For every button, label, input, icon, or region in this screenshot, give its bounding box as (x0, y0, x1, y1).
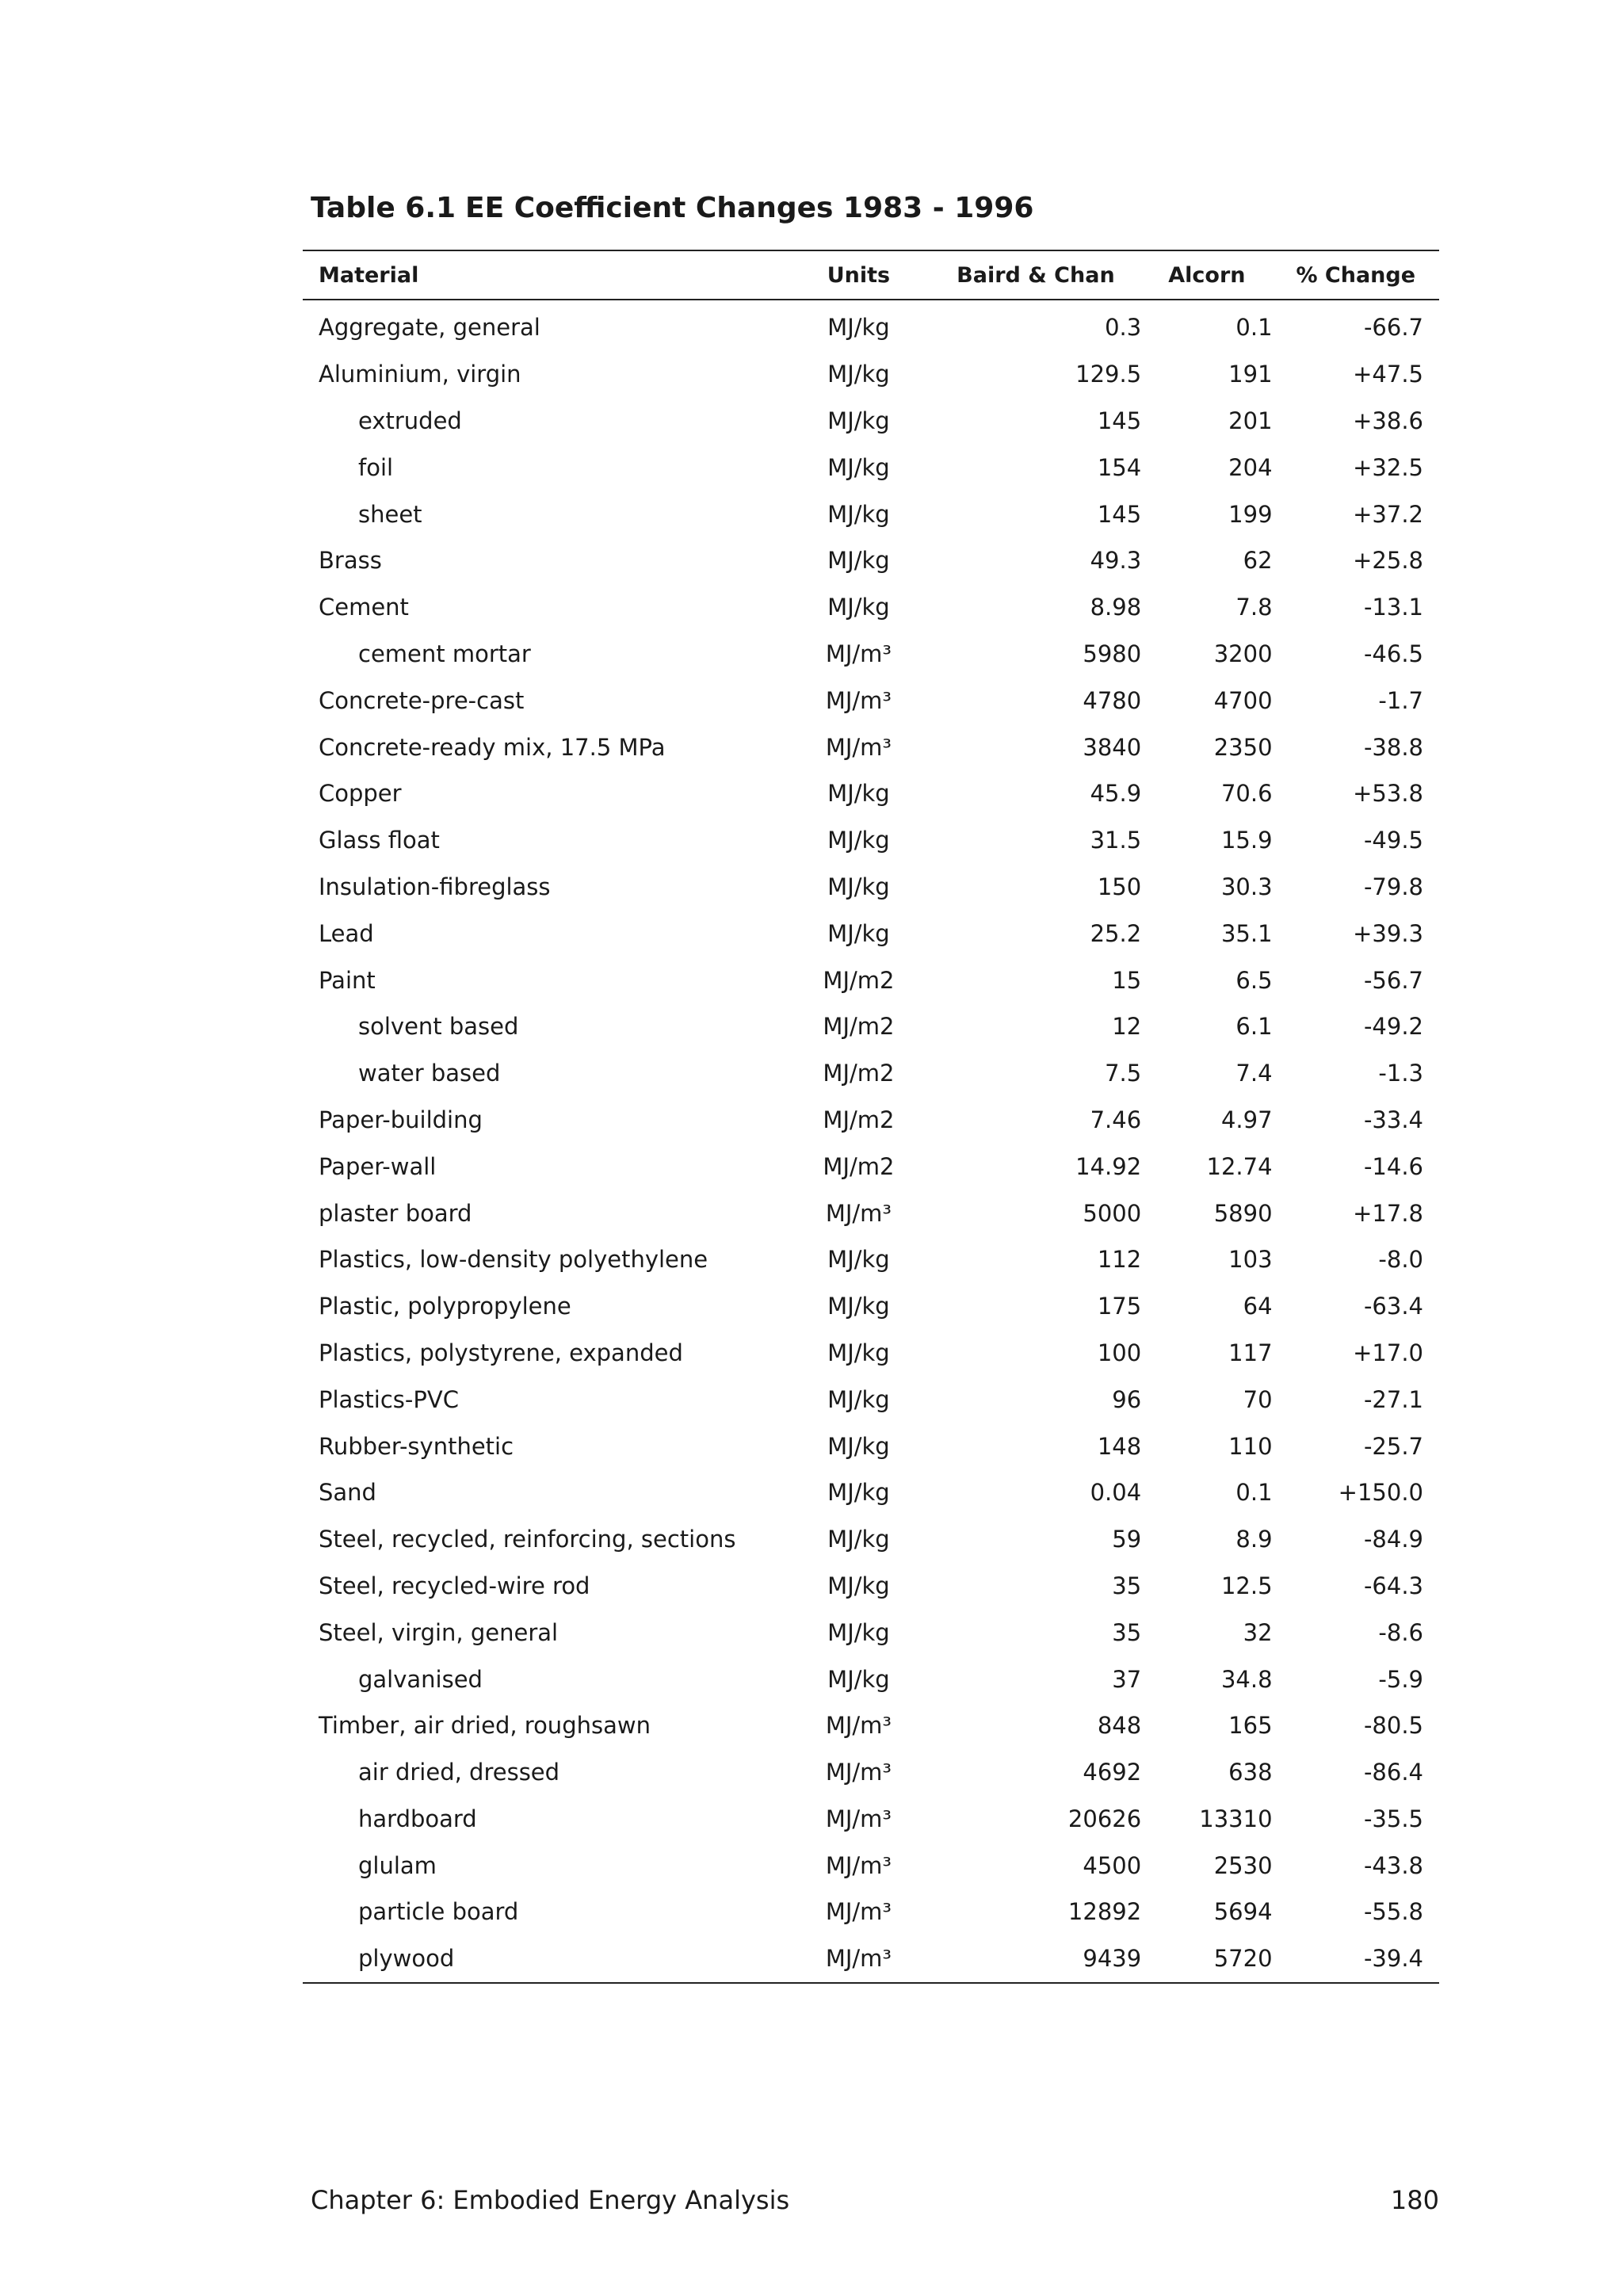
cell-alcorn: 204 (1228, 453, 1273, 481)
table-row (303, 491, 1439, 537)
cell-alcorn: 6.1 (1235, 1013, 1273, 1041)
table-row (303, 1935, 1439, 1983)
cell-change: +32.5 (1353, 453, 1423, 481)
cell-units: MJ/m³ (825, 1199, 892, 1227)
cell-change: -1.3 (1378, 1060, 1423, 1087)
cell-baird-chan: 7.46 (1090, 1106, 1142, 1133)
table-row (303, 537, 1439, 584)
table-row (303, 770, 1439, 817)
cell-change: +150.0 (1338, 1479, 1423, 1507)
cell-baird-chan: 150 (1097, 873, 1142, 900)
cell-alcorn: 2530 (1213, 1851, 1273, 1879)
cell-baird-chan: 15 (1112, 966, 1142, 994)
table-row (303, 864, 1439, 911)
header-units: Units (827, 262, 891, 288)
cell-baird-chan: 35 (1112, 1618, 1142, 1646)
cell-change: -13.1 (1363, 594, 1423, 621)
header-change: % Change (1296, 262, 1416, 288)
cell-material: Glass float (319, 827, 440, 854)
header-alcorn: Alcorn (1168, 262, 1246, 288)
cell-baird-chan: 96 (1112, 1385, 1142, 1413)
cell-units: MJ/kg (827, 1339, 890, 1366)
cell-alcorn: 5720 (1213, 1945, 1273, 1973)
cell-change: +38.6 (1353, 407, 1423, 434)
cell-alcorn: 35.1 (1220, 919, 1273, 947)
cell-material: Copper (319, 780, 402, 808)
cell-baird-chan: 0.04 (1090, 1479, 1142, 1507)
cell-material: plaster board (319, 1199, 472, 1227)
cell-alcorn: 7.4 (1235, 1060, 1273, 1087)
table-row (303, 1609, 1439, 1656)
cell-alcorn: 4700 (1213, 686, 1273, 714)
cell-units: MJ/m2 (823, 1060, 895, 1087)
cell-baird-chan: 3840 (1083, 733, 1142, 761)
cell-units: MJ/m2 (823, 1013, 895, 1041)
cell-change: -49.5 (1363, 827, 1423, 854)
footer-chapter: Chapter 6: Embodied Energy Analysis (311, 2185, 790, 2215)
table-row (303, 1330, 1439, 1377)
cell-units: MJ/kg (827, 780, 890, 808)
table-title: EE Coefficient Changes 1983 - 1996 (465, 192, 1034, 224)
cell-alcorn: 165 (1228, 1712, 1273, 1740)
cell-change: +25.8 (1353, 547, 1423, 575)
cell-baird-chan: 20626 (1067, 1805, 1142, 1832)
cell-alcorn: 8.9 (1235, 1526, 1273, 1553)
cell-baird-chan: 37 (1112, 1665, 1142, 1693)
cell-alcorn: 5890 (1213, 1199, 1273, 1227)
cell-baird-chan: 59 (1112, 1526, 1142, 1553)
cell-alcorn: 0.1 (1235, 1479, 1273, 1507)
table-row (303, 300, 1439, 351)
table-row (303, 1563, 1439, 1610)
cell-units: MJ/m³ (825, 1898, 892, 1926)
table-number: Table 6.1 (311, 192, 456, 224)
cell-change: -46.5 (1363, 640, 1423, 667)
cell-units: MJ/kg (827, 547, 890, 575)
cell-alcorn: 12.5 (1220, 1572, 1273, 1599)
table-row (303, 631, 1439, 678)
cell-change: +39.3 (1353, 919, 1423, 947)
cell-material: Paper-building (319, 1106, 483, 1133)
cell-units: MJ/kg (827, 827, 890, 854)
table-body (303, 300, 1439, 1983)
cell-change: -8.0 (1378, 1246, 1423, 1274)
table-row (303, 1143, 1439, 1190)
table-row (303, 1796, 1439, 1843)
cell-units: MJ/kg (827, 1572, 890, 1599)
cell-change: +37.2 (1353, 500, 1423, 528)
cell-material: Sand (319, 1479, 376, 1507)
table-row (303, 584, 1439, 631)
header-material: Material (319, 262, 419, 288)
cell-units: MJ/m³ (825, 1712, 892, 1740)
table-row (303, 1656, 1439, 1702)
cell-baird-chan: 25.2 (1090, 919, 1142, 947)
cell-alcorn: 15.9 (1220, 827, 1273, 854)
cell-alcorn: 199 (1228, 500, 1273, 528)
cell-change: -35.5 (1363, 1805, 1423, 1832)
cell-material: Plastic, polypropylene (319, 1293, 571, 1320)
table-row (303, 817, 1439, 864)
table-row (303, 910, 1439, 957)
cell-units: MJ/kg (827, 1665, 890, 1693)
cell-units: MJ/m³ (825, 686, 892, 714)
cell-units: MJ/kg (827, 1246, 890, 1274)
cell-baird-chan: 148 (1097, 1432, 1142, 1460)
cell-material: foil (358, 453, 394, 481)
table-row (303, 957, 1439, 1003)
cell-baird-chan: 31.5 (1090, 827, 1142, 854)
header-baird-chan: Baird & Chan (957, 262, 1115, 288)
cell-material: Aggregate, general (319, 314, 540, 342)
cell-baird-chan: 5000 (1083, 1199, 1142, 1227)
table-row (303, 1702, 1439, 1749)
table-row (303, 1516, 1439, 1563)
cell-units: MJ/kg (827, 1385, 890, 1413)
cell-baird-chan: 7.5 (1105, 1060, 1142, 1087)
cell-baird-chan: 154 (1097, 453, 1142, 481)
cell-material: extruded (358, 407, 462, 434)
table-row (303, 1236, 1439, 1283)
cell-change: -27.1 (1363, 1385, 1423, 1413)
cell-units: MJ/kg (827, 407, 890, 434)
cell-change: -79.8 (1363, 873, 1423, 900)
cell-units: MJ/kg (827, 361, 890, 388)
table-row (303, 1050, 1439, 1097)
cell-material: Insulation-fibreglass (319, 873, 551, 900)
cell-units: MJ/kg (827, 1618, 890, 1646)
cell-units: MJ/kg (827, 1432, 890, 1460)
cell-material: hardboard (358, 1805, 477, 1832)
table-row (303, 1423, 1439, 1469)
table-row (303, 677, 1439, 724)
table-row (303, 1889, 1439, 1935)
cell-change: -8.6 (1378, 1618, 1423, 1646)
cell-baird-chan: 145 (1097, 407, 1142, 434)
cell-units: MJ/kg (827, 500, 890, 528)
cell-change: -38.8 (1363, 733, 1423, 761)
cell-baird-chan: 8.98 (1090, 594, 1142, 621)
cell-change: -25.7 (1363, 1432, 1423, 1460)
cell-baird-chan: 129.5 (1075, 361, 1142, 388)
cell-material: solvent based (358, 1013, 519, 1041)
cell-units: MJ/m³ (825, 1945, 892, 1973)
cell-alcorn: 201 (1228, 407, 1273, 434)
table-row (303, 1842, 1439, 1889)
cell-change: -14.6 (1363, 1152, 1423, 1180)
cell-alcorn: 34.8 (1220, 1665, 1273, 1693)
cell-material: Rubber-synthetic (319, 1432, 514, 1460)
cell-change: -64.3 (1363, 1572, 1423, 1599)
cell-alcorn: 4.97 (1220, 1106, 1273, 1133)
cell-units: MJ/m³ (825, 1759, 892, 1786)
cell-material: Plastics, low-density polyethylene (319, 1246, 708, 1274)
cell-alcorn: 62 (1243, 547, 1273, 575)
cell-baird-chan: 49.3 (1090, 547, 1142, 575)
cell-baird-chan: 100 (1097, 1339, 1142, 1366)
cell-alcorn: 64 (1243, 1293, 1273, 1320)
cell-units: MJ/kg (827, 873, 890, 900)
footer-page-number: 180 (1390, 2185, 1439, 2215)
cell-material: Aluminium, virgin (319, 361, 521, 388)
cell-alcorn: 12.74 (1206, 1152, 1273, 1180)
cell-alcorn: 6.5 (1235, 966, 1273, 994)
cell-alcorn: 7.8 (1235, 594, 1273, 621)
cell-baird-chan: 45.9 (1090, 780, 1142, 808)
cell-material: Paint (319, 966, 376, 994)
cell-material: water based (358, 1060, 501, 1087)
cell-material: Paper-wall (319, 1152, 437, 1180)
cell-change: +47.5 (1353, 361, 1423, 388)
cell-material: glulam (358, 1851, 437, 1879)
cell-material: Concrete-ready mix, 17.5 MPa (319, 733, 666, 761)
cell-material: Cement (319, 594, 409, 621)
cell-change: +53.8 (1353, 780, 1423, 808)
cell-baird-chan: 175 (1097, 1293, 1142, 1320)
table-row (303, 398, 1439, 445)
cell-alcorn: 0.1 (1235, 314, 1273, 342)
cell-change: -39.4 (1363, 1945, 1423, 1973)
cell-alcorn: 117 (1228, 1339, 1273, 1366)
cell-baird-chan: 5980 (1083, 640, 1142, 667)
table-row (303, 444, 1439, 491)
cell-units: MJ/m2 (823, 1152, 895, 1180)
cell-alcorn: 2350 (1213, 733, 1273, 761)
cell-material: Concrete-pre-cast (319, 686, 525, 714)
cell-alcorn: 70.6 (1220, 780, 1273, 808)
cell-alcorn: 13310 (1199, 1805, 1273, 1832)
ee-coefficient-table (303, 250, 1439, 1984)
cell-baird-chan: 14.92 (1075, 1152, 1142, 1180)
cell-change: -80.5 (1363, 1712, 1423, 1740)
cell-baird-chan: 848 (1097, 1712, 1142, 1740)
table-caption (311, 192, 1033, 224)
cell-alcorn: 5694 (1213, 1898, 1273, 1926)
cell-units: MJ/m³ (825, 1851, 892, 1879)
table-row (303, 1469, 1439, 1516)
cell-change: -5.9 (1378, 1665, 1423, 1693)
cell-material: Steel, recycled-wire rod (319, 1572, 590, 1599)
cell-material: cement mortar (358, 640, 531, 667)
cell-baird-chan: 12 (1112, 1013, 1142, 1041)
cell-change: +17.8 (1353, 1199, 1423, 1227)
cell-alcorn: 30.3 (1220, 873, 1273, 900)
cell-change: -43.8 (1363, 1851, 1423, 1879)
cell-units: MJ/kg (827, 594, 890, 621)
cell-change: -55.8 (1363, 1898, 1423, 1926)
cell-baird-chan: 4500 (1083, 1851, 1142, 1879)
cell-material: Brass (319, 547, 382, 575)
cell-units: MJ/kg (827, 1526, 890, 1553)
cell-baird-chan: 4780 (1083, 686, 1142, 714)
cell-change: -1.7 (1378, 686, 1423, 714)
cell-units: MJ/m2 (823, 1106, 895, 1133)
table-header-row (303, 250, 1439, 300)
cell-material: Lead (319, 919, 374, 947)
cell-change: -49.2 (1363, 1013, 1423, 1041)
cell-material: plywood (358, 1945, 455, 1973)
cell-baird-chan: 9439 (1083, 1945, 1142, 1973)
table-row (303, 1283, 1439, 1330)
table-row (303, 1190, 1439, 1236)
cell-alcorn: 191 (1228, 361, 1273, 388)
cell-change: -84.9 (1363, 1526, 1423, 1553)
cell-units: MJ/m³ (825, 1805, 892, 1832)
table-row (303, 1003, 1439, 1050)
cell-change: -63.4 (1363, 1293, 1423, 1320)
cell-alcorn: 110 (1228, 1432, 1273, 1460)
cell-units: MJ/kg (827, 453, 890, 481)
cell-material: Steel, recycled, reinforcing, sections (319, 1526, 736, 1553)
table-row (303, 1097, 1439, 1144)
cell-material: Timber, air dried, roughsawn (319, 1712, 651, 1740)
cell-baird-chan: 12892 (1067, 1898, 1142, 1926)
cell-material: particle board (358, 1898, 519, 1926)
cell-units: MJ/kg (827, 919, 890, 947)
cell-units: MJ/m³ (825, 733, 892, 761)
table-row (303, 1749, 1439, 1796)
cell-material: Plastics, polystyrene, expanded (319, 1339, 683, 1366)
cell-baird-chan: 4692 (1083, 1759, 1142, 1786)
cell-change: -33.4 (1363, 1106, 1423, 1133)
cell-alcorn: 70 (1243, 1385, 1273, 1413)
table-row (303, 351, 1439, 398)
cell-baird-chan: 35 (1112, 1572, 1142, 1599)
table-row (303, 724, 1439, 770)
cell-alcorn: 103 (1228, 1246, 1273, 1274)
cell-material: sheet (358, 500, 422, 528)
cell-change: -56.7 (1363, 966, 1423, 994)
cell-material: Steel, virgin, general (319, 1618, 559, 1646)
cell-baird-chan: 112 (1097, 1246, 1142, 1274)
table-row (303, 1376, 1439, 1423)
cell-material: air dried, dressed (358, 1759, 560, 1786)
cell-baird-chan: 145 (1097, 500, 1142, 528)
cell-alcorn: 3200 (1213, 640, 1273, 667)
cell-units: MJ/m2 (823, 966, 895, 994)
cell-material: Plastics-PVC (319, 1385, 459, 1413)
cell-alcorn: 638 (1228, 1759, 1273, 1786)
cell-units: MJ/kg (827, 1293, 890, 1320)
cell-units: MJ/kg (827, 314, 890, 342)
cell-change: +17.0 (1353, 1339, 1423, 1366)
cell-units: MJ/kg (827, 1479, 890, 1507)
cell-units: MJ/m³ (825, 640, 892, 667)
cell-alcorn: 32 (1243, 1618, 1273, 1646)
cell-change: -86.4 (1363, 1759, 1423, 1786)
cell-material: galvanised (358, 1665, 483, 1693)
cell-change: -66.7 (1363, 314, 1423, 342)
cell-baird-chan: 0.3 (1105, 314, 1142, 342)
